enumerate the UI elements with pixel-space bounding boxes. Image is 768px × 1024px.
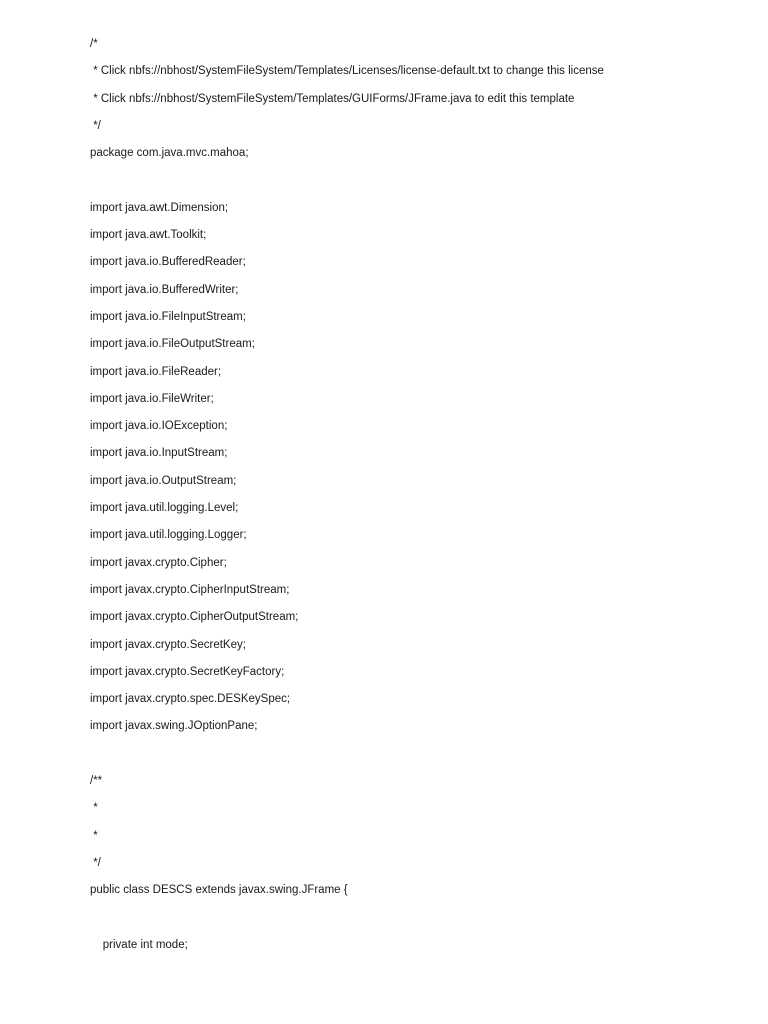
code-line: import javax.crypto.SecretKey;	[90, 638, 246, 651]
code-line: * Click nbfs://nbhost/SystemFileSystem/Templates/Licenses/license-default.txt to change this license	[90, 65, 604, 78]
code-line: import javax.crypto.CipherInputStream;	[90, 583, 290, 596]
code-line: public class DESCS extends javax.swing.JFrame {	[90, 884, 348, 897]
code-line: */	[90, 856, 101, 869]
code-line: import java.io.FileOutputStream;	[90, 338, 255, 351]
code-line: import java.io.BufferedWriter;	[90, 283, 239, 296]
code-line	[90, 746, 750, 773]
code-line: import java.awt.Dimension;	[90, 201, 229, 214]
code-line: import javax.crypto.SecretKeyFactory;	[90, 665, 285, 678]
code-line: *	[90, 829, 98, 842]
code-line: import java.io.BufferedReader;	[90, 256, 246, 269]
code-line: import java.io.FileWriter;	[90, 392, 214, 405]
code-line: import java.awt.Toolkit;	[90, 229, 207, 242]
code-line: import javax.crypto.spec.DESKeySpec;	[90, 693, 291, 706]
code-line: import java.io.OutputStream;	[90, 474, 237, 487]
code-line: import java.io.FileInputStream;	[90, 310, 246, 323]
code-line	[90, 172, 750, 199]
code-line: /**	[90, 775, 103, 788]
code-line: import java.io.InputStream;	[90, 447, 228, 460]
code-line: private int mode;	[90, 938, 188, 951]
code-line: import java.io.IOException;	[90, 420, 228, 433]
code-line: *	[90, 802, 98, 815]
code-block	[90, 36, 750, 964]
code-line: import java.util.logging.Level;	[90, 502, 239, 515]
code-line: import javax.crypto.CipherOutputStream;	[90, 611, 299, 624]
code-line: import javax.crypto.Cipher;	[90, 556, 227, 569]
code-line: package com.java.mvc.mahoa;	[90, 147, 249, 160]
code-line: import java.util.logging.Logger;	[90, 529, 247, 542]
code-line: /*	[90, 38, 98, 50]
code-line: */	[90, 119, 101, 132]
code-line: import javax.swing.JOptionPane;	[90, 720, 258, 733]
code-line	[90, 910, 750, 937]
code-line: import java.io.FileReader;	[90, 365, 222, 378]
code-line: * Click nbfs://nbhost/SystemFileSystem/Templates/GUIForms/JFrame.java to edit this template	[90, 92, 575, 105]
